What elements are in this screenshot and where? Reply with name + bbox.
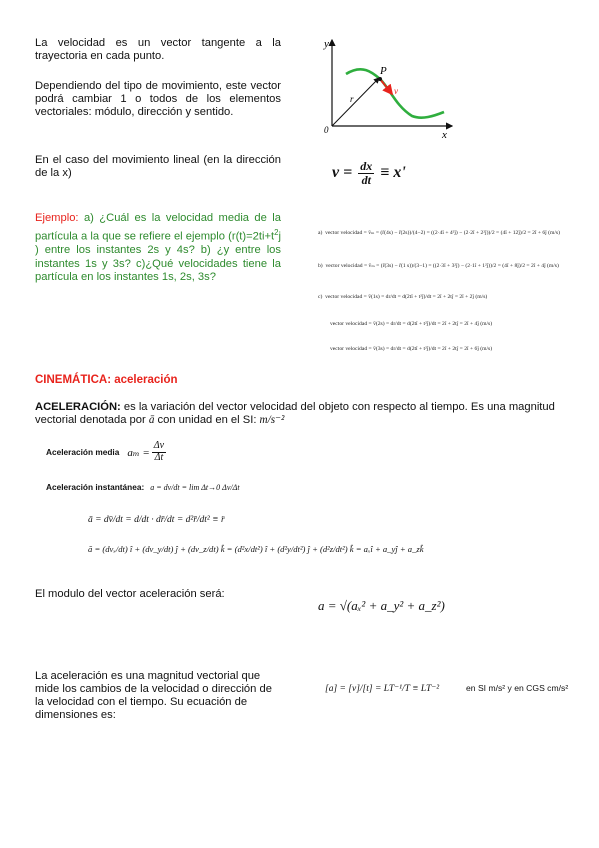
position-vector	[332, 78, 379, 126]
solution-b: b) vector velocidad = v̄ₘ = (r̄(3s) − r̄(1 s))/(3−1) = ((2·3î + 3²ĵ) − (2·1î + 1²ĵ))/2 = (4î + 8ĵ)/2 = 2î + 4ĵ (m/s)	[318, 263, 559, 269]
solution-a: a) vector velocidad = v̄ₘ = (r̄(4s) − r̄(2s))/(4−2) = ((2·4î + 4²ĵ) − (2·2î + 2²ĵ))/2 = (4î + 12ĵ)/2 = 2î + 6ĵ (m/s)	[318, 230, 560, 236]
solution-c-2: vector velocidad = v̄(2s) = dr/dt = d(2tî + t²ĵ)/dt = 2î + 2tĵ = 2î + 4ĵ (m/s)	[330, 321, 493, 327]
y-axis-label: y	[324, 38, 329, 50]
point-label: P	[380, 65, 387, 77]
solution-c-1: c) vector velocidad = v̄(1s) = dr/dt = d(2tî + t²ĵ)/dt = 2î + 2tĵ = 2î + 2ĵ (m/s)	[318, 294, 488, 300]
origin-label: 0	[324, 125, 329, 135]
dimensions-text: La aceleración es una magnitud vectorial que mide los cambios de la velocidad o dirección de la velocidad con el tiempo. Su ecuación de dimensiones es:	[35, 670, 272, 721]
dimensions-units: en SI m/s² y en CGS cm/s²	[466, 683, 569, 693]
example-lead: Ejemplo:	[35, 212, 79, 224]
linear-velocity-equation: v = $\frac{dx}{dt}$ ≡ x'	[332, 159, 406, 187]
solution-c-3: vector velocidad = v̄(3s) = dr/dt = d(2tî + t²ĵ)/dt = 2î + 2tĵ = 2î + 6ĵ (m/s)	[330, 346, 493, 352]
example-paragraph: Ejemplo: a) ¿Cuál es la velocidad media de la partícula a la que se refiere el ejemplo ($r(t)=2ti+t^2j$ ) entre los instantes 2s y 4s? b) ¿y entre los instantes 1s y 3s? c)¿Qué velocidades tiene la partícula en los instantes 1s, 2s, 3s?	[35, 212, 281, 284]
intro-paragraph-2: Dependiendo del tipo de movimiento, este vector podrá cambiar 1 o todos de los elementos vectoriales: módulo, dirección y sentido.	[35, 80, 281, 118]
modulus-text: El modulo del vector aceleración será:	[35, 588, 225, 600]
instantaneous-acceleration: Aceleración instantánea: a = dv/dt = lim Δt→0 Δv/Δt	[46, 482, 240, 492]
intro-paragraph-3: En el caso del movimiento lineal (en la dirección de la x)	[35, 154, 281, 179]
dimensions-equation: [a] = [v]/[t] = LT⁻¹/T ≡ LT⁻²	[325, 684, 440, 694]
r-vector-label: r	[350, 94, 354, 104]
mean-acceleration: Aceleración media aₘ = $\frac{\Delta v}{\Delta t}$	[46, 440, 165, 463]
acceleration-second-derivative: ā = dv̄/dt = d/dt · dr̄/dt = d²r̄/dt² ≡ r̈	[88, 515, 225, 525]
velocity-diagram	[312, 34, 462, 144]
intro-paragraph-1: La velocidad es un vector tangente a la trayectoria en cada punto.	[35, 37, 281, 62]
velocity-vector	[380, 79, 392, 94]
section-title: CINEMÁTICA: aceleración	[35, 374, 178, 386]
v-vector-label: v	[394, 86, 398, 96]
acceleration-components: ā = (dvₓ/dt) î + (dv_y/dt) ĵ + (dv_z/dt) k̂ = (d²x/dt²) î + (d²y/dt²) ĵ + (d²z/dt²) k̂ = aₓî + a_yĵ + a_zk̂	[88, 544, 424, 554]
x-axis-label: x	[442, 129, 447, 141]
acceleration-definition: ACELERACIÓN: es la variación del vector velocidad del objeto con respecto al tiempo. Es una magnitud vectorial denotada por ā con unidad en el SI: m/s⁻²	[35, 401, 555, 426]
modulus-equation: a = √(aₓ² + a_y² + a_z²)	[318, 598, 445, 613]
